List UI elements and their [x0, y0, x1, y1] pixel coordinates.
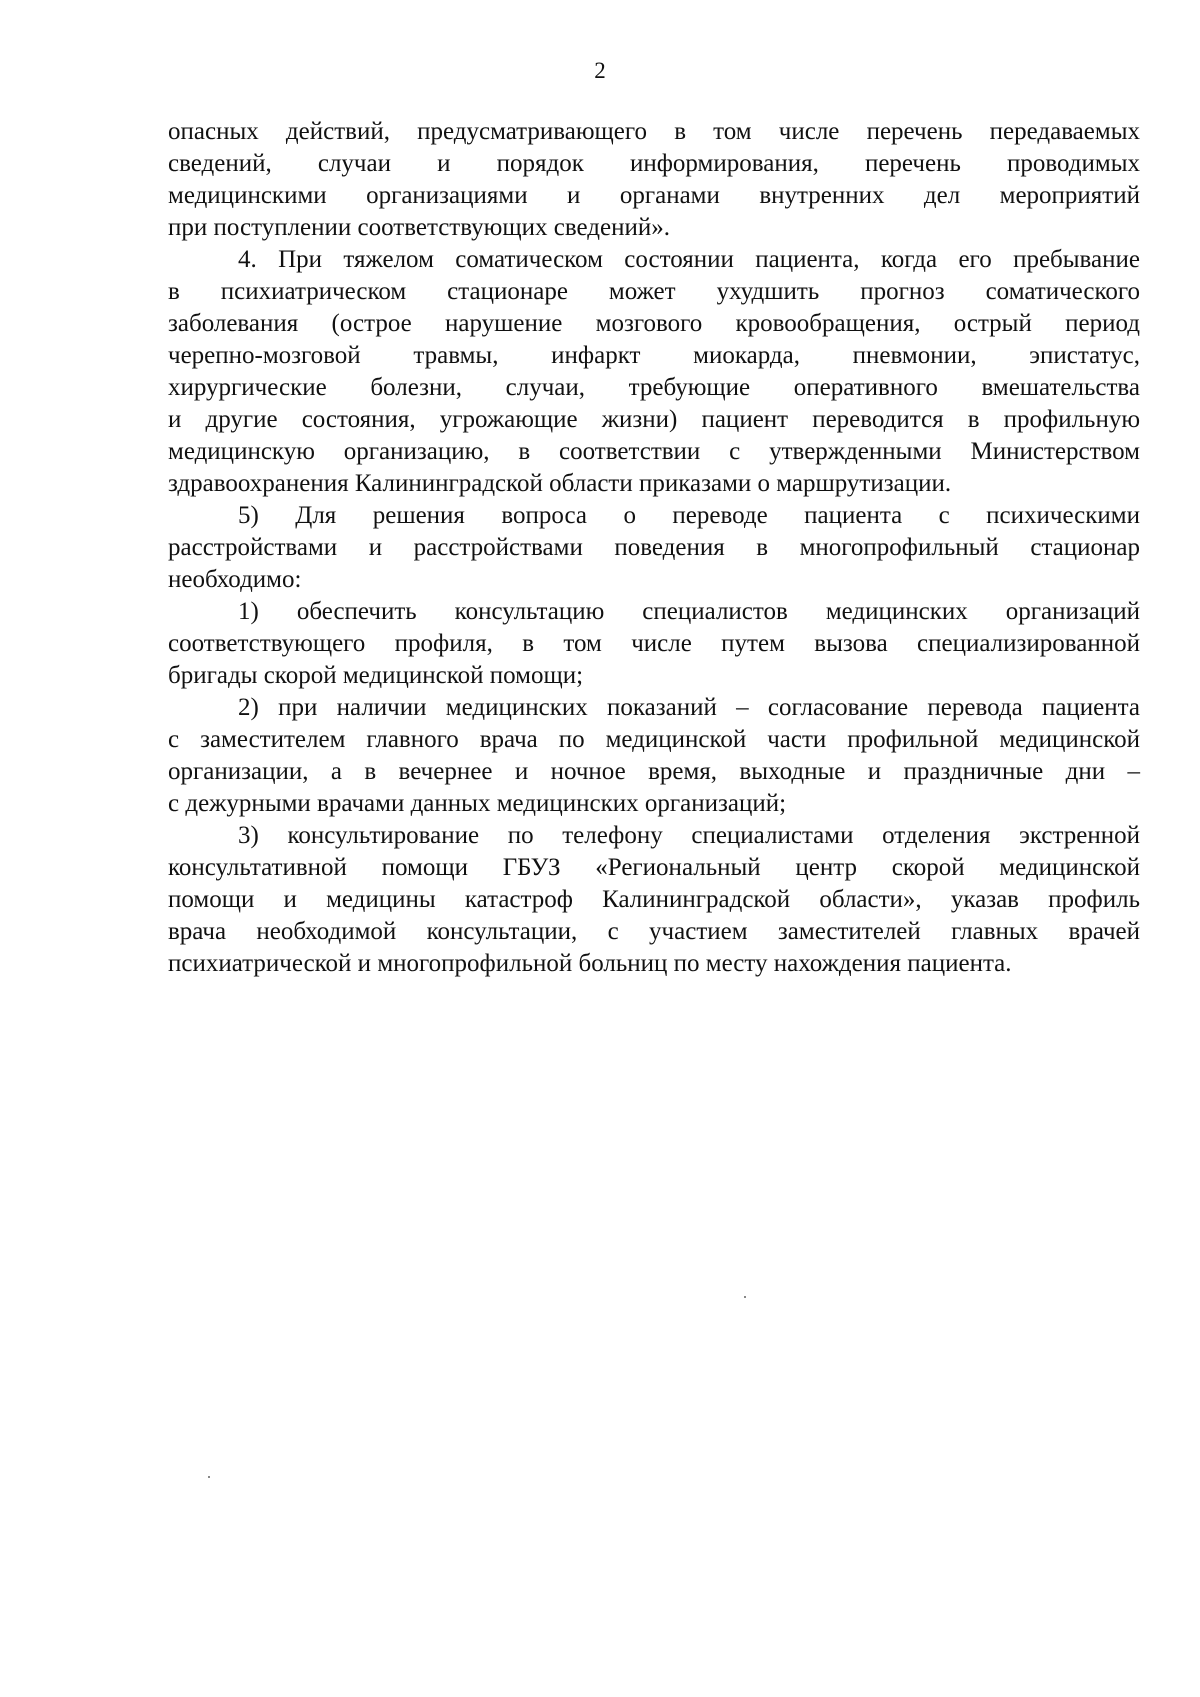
paragraph	[168, 692, 1140, 820]
text-line: с дежурными врачами данных медицинских организаций;	[168, 790, 787, 817]
page-number: 2	[594, 58, 606, 83]
text-line: 1) обеспечить консультацию специалистов медицинских организаций	[238, 598, 1140, 625]
text-line: 2) при наличии медицинских показаний – согласование перевода пациента	[238, 694, 1140, 721]
text-line: соответствующего профиля, в том числе путем вызова специализированной	[168, 630, 1140, 657]
scan-speck	[208, 1476, 210, 1478]
paragraph	[168, 820, 1140, 980]
text-line: и другие состояния, угрожающие жизни) пациент переводится в профильную	[168, 406, 1140, 433]
text-line: расстройствами и расстройствами поведения в многопрофильный стационар	[168, 534, 1140, 561]
document-body	[168, 116, 1140, 980]
text-line: опасных действий, предусматривающего в том числе перечень передаваемых	[168, 118, 1140, 145]
text-line: с заместителем главного врача по медицинской части профильной медицинской	[168, 726, 1140, 753]
text-line: помощи и медицины катастроф Калининградской области», указав профиль	[168, 886, 1140, 913]
text-line: необходимо:	[168, 566, 302, 593]
text-line: консультативной помощи ГБУЗ «Региональный центр скорой медицинской	[168, 854, 1140, 881]
text-line: при поступлении соответствующих сведений».	[168, 214, 670, 241]
paragraph	[168, 500, 1140, 596]
scan-speck	[744, 1296, 746, 1298]
text-line: психиатрической и многопрофильной больниц по месту нахождения пациента.	[168, 950, 1012, 977]
text-line: 3) консультирование по телефону специалистами отделения экстренной	[238, 822, 1140, 849]
text-line: хирургические болезни, случаи, требующие оперативного вмешательства	[168, 374, 1140, 401]
text-line: медицинскими организациями и органами внутренних дел мероприятий	[168, 182, 1140, 209]
text-line: здравоохранения Калининградской области приказами о маршрутизации.	[168, 470, 952, 497]
paragraph	[168, 244, 1140, 500]
text-line: организации, а в вечернее и ночное время, выходные и праздничные дни –	[168, 758, 1140, 785]
paragraph	[168, 116, 1140, 244]
text-line: врача необходимой консультации, с участием заместителей главных врачей	[168, 918, 1140, 945]
text-line: 4. При тяжелом соматическом состоянии пациента, когда его пребывание	[238, 246, 1140, 273]
text-line: сведений, случаи и порядок информирования, перечень проводимых	[168, 150, 1140, 177]
text-line: медицинскую организацию, в соответствии с утвержденными Министерством	[168, 438, 1140, 465]
text-line: заболевания (острое нарушение мозгового кровообращения, острый период	[168, 310, 1140, 337]
text-line: 5) Для решения вопроса о переводе пациента с психическими	[238, 502, 1140, 529]
text-line: черепно-мозговой травмы, инфаркт миокарда, пневмонии, эпистатус,	[168, 342, 1140, 369]
paragraph	[168, 596, 1140, 692]
text-line: в психиатрическом стационаре может ухудшить прогноз соматического	[168, 278, 1140, 305]
text-line: бригады скорой медицинской помощи;	[168, 662, 584, 689]
